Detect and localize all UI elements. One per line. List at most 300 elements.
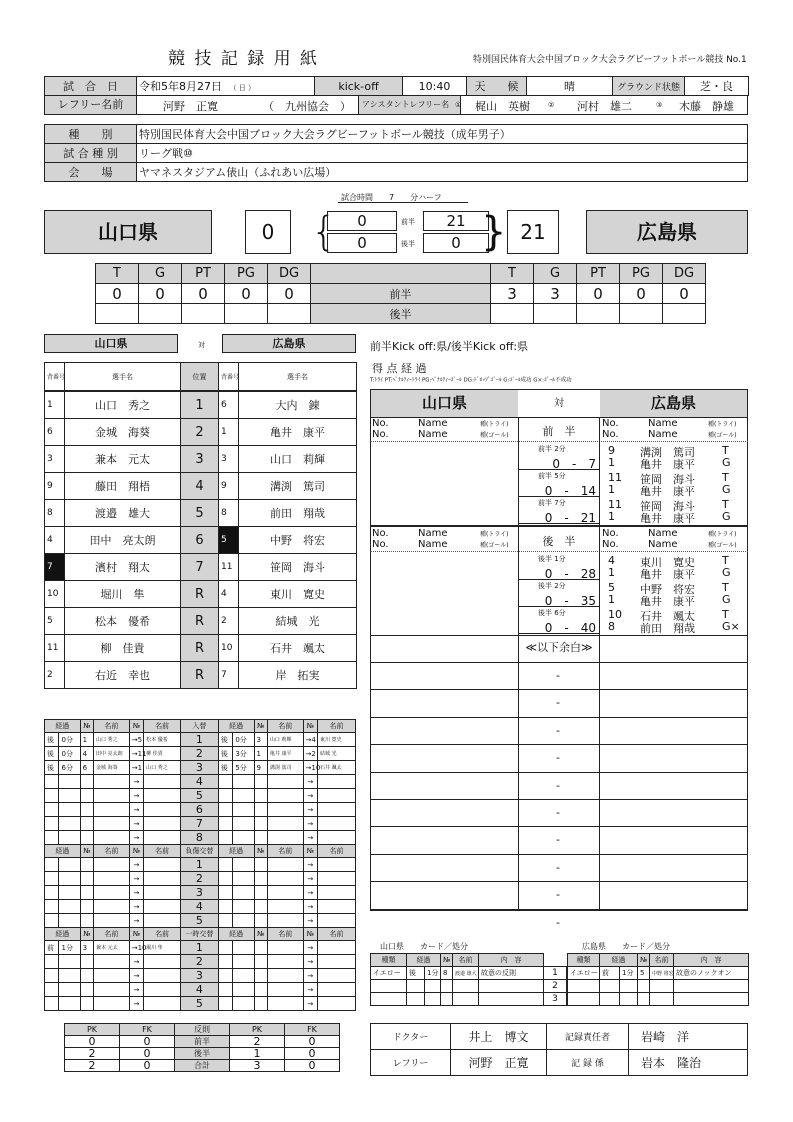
cell bbox=[80, 872, 93, 886]
cell bbox=[638, 993, 650, 1006]
sub-cell: 東川 寛史 bbox=[318, 733, 356, 747]
cell bbox=[94, 872, 130, 886]
away-player-name: 亀井 康平 bbox=[239, 419, 357, 446]
home-player-name: 松本 優希 bbox=[65, 608, 181, 635]
cell bbox=[144, 803, 181, 817]
sub-row bbox=[45, 941, 356, 955]
match-time: 試合時間 7 分ハーフ bbox=[341, 193, 442, 202]
name-label: Name bbox=[418, 429, 448, 440]
card-cell: 故意の反則 bbox=[479, 967, 544, 980]
cell bbox=[94, 858, 130, 872]
cell bbox=[218, 872, 232, 886]
no-label: No. bbox=[602, 418, 619, 429]
score-time: 後半 6分 bbox=[538, 609, 566, 617]
cell bbox=[59, 955, 80, 969]
arrow-icon: → bbox=[129, 900, 143, 914]
cell bbox=[45, 803, 59, 817]
cards-index bbox=[543, 953, 567, 1006]
slot-number: 4 bbox=[180, 900, 218, 914]
lineup-row bbox=[45, 392, 357, 419]
cell bbox=[267, 789, 303, 803]
cell bbox=[94, 775, 130, 789]
home-player-name: 堀川 隼 bbox=[65, 581, 181, 608]
sub-cell: 田中 亮太朗 bbox=[94, 747, 130, 761]
col-head: № bbox=[129, 845, 143, 858]
col-head: № bbox=[129, 720, 143, 733]
cell bbox=[233, 941, 254, 955]
home-number: 1 bbox=[45, 392, 65, 419]
col-head: FK bbox=[285, 1024, 340, 1036]
cell bbox=[318, 775, 356, 789]
away-number: 9 bbox=[219, 473, 239, 500]
cell bbox=[94, 900, 130, 914]
position: 2 bbox=[181, 419, 219, 446]
sub-cell: 堀川 隼 bbox=[144, 941, 181, 955]
away-player-name: 結城 光 bbox=[239, 608, 357, 635]
cell bbox=[45, 831, 59, 845]
sub-cell: 山口 秀之 bbox=[144, 761, 181, 775]
arrow-icon: → bbox=[129, 914, 143, 928]
cell bbox=[45, 789, 59, 803]
cell bbox=[254, 983, 267, 997]
score-time: 前半 7分 bbox=[538, 499, 566, 507]
cell bbox=[254, 858, 267, 872]
sub-cell: 山口 莉輝 bbox=[267, 733, 303, 747]
away-total: 21 bbox=[507, 210, 559, 254]
cell bbox=[218, 900, 232, 914]
rule bbox=[599, 417, 600, 911]
cell bbox=[318, 858, 356, 872]
cell bbox=[80, 775, 93, 789]
cell bbox=[94, 886, 130, 900]
home-number: 4 bbox=[45, 527, 65, 554]
try-label: 種(トライ) bbox=[708, 421, 737, 428]
cell bbox=[318, 886, 356, 900]
away-number: 4 bbox=[219, 581, 239, 608]
pk-cell: 2 bbox=[65, 1048, 120, 1060]
col-head: № bbox=[303, 720, 317, 733]
sub-cell: 4 bbox=[311, 735, 316, 744]
arrow bbox=[129, 941, 147, 955]
card-cell: 渡邉 雄大 bbox=[453, 967, 479, 980]
cell bbox=[568, 993, 600, 1006]
pk-cell: 2 bbox=[65, 1060, 120, 1072]
cell bbox=[45, 817, 59, 831]
name-label: Name bbox=[648, 539, 678, 550]
lineup-row bbox=[45, 473, 357, 500]
col-head: № bbox=[303, 928, 317, 941]
away-player-name: 前田 翔哉 bbox=[239, 500, 357, 527]
sub-cell: 1分 bbox=[59, 941, 80, 955]
arrow-icon: → bbox=[129, 803, 143, 817]
arrow-icon: → bbox=[129, 997, 143, 1011]
col-head: 名前 bbox=[144, 720, 181, 733]
goal-label: 種(ゴール) bbox=[480, 432, 509, 439]
cell bbox=[59, 886, 80, 900]
score-time: 前半 5分 bbox=[538, 472, 566, 480]
card-cell: 後 bbox=[407, 967, 425, 980]
event-table: 種 別 特別国民体育大会中国ブロック大会ラグビーフットボール競技（成年男子） 試 合 種 別 リーグ戦⑩ 会 場 ヤマネスタジアム俵山（ふれあい広場） bbox=[44, 124, 748, 182]
cell bbox=[267, 969, 303, 983]
name-label: Name bbox=[418, 528, 448, 539]
cell bbox=[233, 789, 254, 803]
arrow-icon: → bbox=[303, 789, 317, 803]
cell bbox=[233, 983, 254, 997]
away-number: 8 bbox=[219, 500, 239, 527]
cell bbox=[59, 858, 80, 872]
card-index-row bbox=[544, 979, 567, 992]
lineup-row bbox=[45, 419, 357, 446]
goal-kicker-number: 1 bbox=[608, 566, 615, 579]
rule bbox=[370, 772, 748, 773]
running-score: 0 - 21 bbox=[544, 511, 596, 525]
home-player-name: 金城 海葵 bbox=[65, 419, 181, 446]
rule bbox=[370, 441, 748, 442]
try-label: 種(トライ) bbox=[708, 531, 737, 538]
home-number: 11 bbox=[45, 635, 65, 662]
away-number: 5 bbox=[219, 527, 239, 554]
col-head: 名前 bbox=[318, 928, 356, 941]
home-number: 8 bbox=[45, 500, 65, 527]
sub-cell: 溝渕 篤司 bbox=[267, 761, 303, 775]
sub-row bbox=[45, 997, 356, 1011]
pk-row bbox=[65, 1048, 340, 1060]
empty-row-dash: - bbox=[556, 915, 560, 929]
lineup-row bbox=[45, 500, 357, 527]
sub-row bbox=[45, 969, 356, 983]
cards-home-table bbox=[370, 953, 544, 1006]
cell bbox=[94, 997, 130, 1011]
goal-kicker-name: 亀井 康平 bbox=[640, 458, 695, 471]
cell bbox=[218, 955, 232, 969]
rule bbox=[518, 469, 600, 470]
pk-row bbox=[65, 1036, 340, 1048]
slot-number: 2 bbox=[180, 747, 218, 761]
cell bbox=[674, 980, 749, 993]
sub-cell: 3 bbox=[80, 941, 93, 955]
cell bbox=[45, 886, 59, 900]
arrow-icon: → bbox=[131, 943, 138, 952]
h2-away: 0 bbox=[423, 233, 489, 253]
cell bbox=[94, 969, 130, 983]
sub-cell: 金城 海葵 bbox=[94, 761, 130, 775]
card-index: 2 bbox=[544, 979, 567, 992]
col-head: 経過 bbox=[407, 954, 441, 967]
no-label: No. bbox=[372, 528, 389, 539]
card-cell: イエロー bbox=[371, 967, 407, 980]
sub-cell: 石井 颯太 bbox=[318, 761, 356, 775]
cell bbox=[233, 803, 254, 817]
slot-number: 6 bbox=[180, 803, 218, 817]
try-scorer-name: 笹岡 海斗 bbox=[640, 500, 695, 513]
try-label: 種(トライ) bbox=[480, 421, 509, 428]
running-score: 0 - 35 bbox=[544, 594, 596, 608]
h1-home: 0 bbox=[327, 211, 397, 231]
try-scorer-number: 11 bbox=[608, 498, 622, 511]
card-index: 1 bbox=[544, 966, 567, 979]
cell bbox=[94, 789, 130, 803]
cell bbox=[144, 886, 181, 900]
arrow bbox=[129, 761, 143, 775]
card-row bbox=[568, 980, 749, 993]
no-label: No. bbox=[372, 429, 389, 440]
cell bbox=[45, 914, 59, 928]
col-head: 名前 bbox=[267, 928, 303, 941]
sub-cell: 6分 bbox=[59, 761, 80, 775]
cell bbox=[218, 831, 232, 845]
sub-row bbox=[45, 733, 356, 747]
cell bbox=[45, 775, 59, 789]
cell bbox=[318, 803, 356, 817]
score-type: G bbox=[722, 456, 731, 469]
pk-fk-table bbox=[64, 1023, 340, 1072]
home-team-box: 山口県 bbox=[44, 210, 212, 254]
cell bbox=[267, 803, 303, 817]
cell bbox=[254, 886, 267, 900]
score-type: G bbox=[722, 593, 731, 606]
col-head: № bbox=[129, 928, 143, 941]
arrow-icon: → bbox=[129, 775, 143, 789]
empty-row-dash: - bbox=[556, 778, 560, 792]
home-player-name: 濱村 翔太 bbox=[65, 554, 181, 581]
home-player-name: 柳 佳貴 bbox=[65, 635, 181, 662]
score-time: 後半 1分 bbox=[538, 555, 566, 563]
cell bbox=[600, 980, 620, 993]
cell bbox=[267, 955, 303, 969]
sub-cell: 後 bbox=[218, 733, 232, 747]
goal-kicker-number: 1 bbox=[608, 483, 615, 496]
kickoff-note: 前半Kick off:県/後半Kick off:県 bbox=[370, 340, 529, 353]
away-player-name: 笹岡 海斗 bbox=[239, 554, 357, 581]
cell bbox=[80, 789, 93, 803]
name-label: Name bbox=[648, 429, 678, 440]
goal-kicker-number: 1 bbox=[608, 510, 615, 523]
arrow bbox=[303, 733, 317, 747]
sub-row bbox=[45, 831, 356, 845]
arrow bbox=[129, 747, 147, 761]
pk-cell: 1 bbox=[230, 1048, 285, 1060]
cell bbox=[267, 831, 303, 845]
arrow-icon: → bbox=[129, 817, 143, 831]
arrow-icon: → bbox=[303, 886, 317, 900]
slot-number: 7 bbox=[180, 817, 218, 831]
cell bbox=[218, 817, 232, 831]
card-row bbox=[568, 967, 749, 980]
page-title: 競 技 記 録 用 紙 bbox=[168, 49, 320, 69]
cell bbox=[218, 886, 232, 900]
card-cell: 1分 bbox=[620, 967, 638, 980]
rule bbox=[370, 551, 748, 552]
name-label: Name bbox=[418, 418, 448, 429]
away-player-name: 溝渕 篤司 bbox=[239, 473, 357, 500]
name-label: Name bbox=[648, 418, 678, 429]
away-player-name: 中野 将宏 bbox=[239, 527, 357, 554]
score-type: G bbox=[722, 510, 731, 523]
cell bbox=[371, 980, 407, 993]
pk-cell: 0 bbox=[285, 1060, 340, 1072]
rule bbox=[518, 633, 600, 634]
col-head: № bbox=[80, 720, 93, 733]
cell bbox=[59, 900, 80, 914]
cell bbox=[144, 789, 181, 803]
home-player-name: 兼本 元太 bbox=[65, 446, 181, 473]
col-head: 名前 bbox=[94, 845, 130, 858]
card-row bbox=[371, 967, 544, 980]
pk-cell: 2 bbox=[230, 1036, 285, 1048]
card-row bbox=[371, 993, 544, 1006]
col-head: 名前 bbox=[318, 845, 356, 858]
sub-cell: 3 bbox=[254, 733, 267, 747]
cell bbox=[218, 941, 232, 955]
sub-cell: 後 bbox=[218, 747, 232, 761]
sub-cell: 5 bbox=[137, 735, 143, 744]
referee-row: レフリー名前 河野 正寛 （ 九州協会 ） アシスタントレフリー名 ① 梶山 英樹 ② 河村 雄二 ③ 木藤 静雄 bbox=[44, 95, 748, 115]
col-head: 名前 bbox=[318, 720, 356, 733]
col-head: 名前 bbox=[144, 845, 181, 858]
away-player-name: 石井 颯太 bbox=[239, 635, 357, 662]
pk-cell: 3 bbox=[230, 1060, 285, 1072]
rule bbox=[370, 854, 748, 855]
lineup-row bbox=[45, 662, 357, 689]
card-index: 3 bbox=[544, 992, 567, 1005]
arrow-icon: → bbox=[303, 775, 317, 789]
home-number: 5 bbox=[45, 608, 65, 635]
score-detail-table: T G PT PG DG T G PT PG DG 0 0 0 0 0 前半 3 3 0 0 0 後半 bbox=[95, 263, 706, 324]
scoring-grid bbox=[370, 417, 748, 929]
col-head: 名前 bbox=[144, 928, 181, 941]
away-player-name: 山口 莉輝 bbox=[239, 446, 357, 473]
lineup-row bbox=[45, 554, 357, 581]
card-cell: 前 bbox=[600, 967, 620, 980]
cell bbox=[318, 872, 356, 886]
cell bbox=[441, 980, 453, 993]
pk-header bbox=[65, 1024, 340, 1036]
sub-header bbox=[45, 845, 356, 858]
card-cell: 中野 将宏 bbox=[650, 967, 674, 980]
cell bbox=[94, 803, 130, 817]
cell bbox=[267, 886, 303, 900]
away-number: 1 bbox=[219, 419, 239, 446]
cell bbox=[59, 803, 80, 817]
pk-cell: 0 bbox=[285, 1036, 340, 1048]
sub-cell: 10 bbox=[311, 763, 321, 772]
cell bbox=[233, 831, 254, 845]
arrow-icon: → bbox=[129, 955, 143, 969]
cell bbox=[318, 831, 356, 845]
cell bbox=[80, 914, 93, 928]
position: R bbox=[181, 581, 219, 608]
score-type: G× bbox=[722, 620, 740, 633]
cell bbox=[59, 775, 80, 789]
col-head: № bbox=[80, 928, 93, 941]
slot-number: 1 bbox=[180, 733, 218, 747]
sub-cell: 後 bbox=[45, 733, 59, 747]
home-player-name: 藤田 翔梧 bbox=[65, 473, 181, 500]
away-number: 10 bbox=[219, 635, 239, 662]
cell bbox=[94, 831, 130, 845]
col-head: 経過 bbox=[45, 928, 81, 941]
arrow-icon: → bbox=[303, 997, 317, 1011]
arrow-icon: → bbox=[305, 735, 312, 744]
arrow bbox=[303, 747, 317, 761]
away-number: 11 bbox=[219, 554, 239, 581]
slot-number: 3 bbox=[180, 969, 218, 983]
card-cell: 8 bbox=[441, 967, 453, 980]
lineup-row bbox=[45, 635, 357, 662]
score-type: T bbox=[722, 444, 729, 457]
scoring-away: 広島県 bbox=[600, 390, 747, 417]
substitution-table bbox=[44, 719, 356, 1011]
slot-number: 1 bbox=[180, 858, 218, 872]
slot-number: 1 bbox=[180, 941, 218, 955]
rule bbox=[370, 826, 748, 827]
away-player-name: 岸 拓実 bbox=[239, 662, 357, 689]
sub-row bbox=[45, 747, 356, 761]
cell bbox=[233, 886, 254, 900]
cell bbox=[267, 872, 303, 886]
position: 4 bbox=[181, 473, 219, 500]
arrow-icon: → bbox=[303, 872, 317, 886]
cell bbox=[233, 969, 254, 983]
cell bbox=[318, 969, 356, 983]
rule bbox=[518, 606, 600, 607]
position: R bbox=[181, 608, 219, 635]
card-index-row bbox=[544, 966, 567, 979]
home-number: 6 bbox=[45, 419, 65, 446]
position: 7 bbox=[181, 554, 219, 581]
slot-number: 3 bbox=[180, 886, 218, 900]
empty-row-dash: - bbox=[556, 888, 560, 902]
scoring-home: 山口県 bbox=[371, 390, 518, 417]
arrow-icon: → bbox=[129, 969, 143, 983]
pk-cell: 0 bbox=[120, 1060, 175, 1072]
rule bbox=[370, 909, 748, 910]
pk-cell: 0 bbox=[285, 1048, 340, 1060]
arrow-icon: → bbox=[129, 858, 143, 872]
sub-row bbox=[45, 803, 356, 817]
sub-cell: 1 bbox=[254, 747, 267, 761]
lineup-row bbox=[45, 581, 357, 608]
try-scorer-number: 9 bbox=[608, 444, 615, 457]
arrow-icon: → bbox=[303, 831, 317, 845]
cell bbox=[80, 969, 93, 983]
cell bbox=[218, 775, 232, 789]
cell bbox=[144, 900, 181, 914]
col-head: 内 容 bbox=[479, 954, 544, 967]
away-team-box: 広島県 bbox=[586, 210, 748, 254]
try-scorer-number: 4 bbox=[608, 554, 615, 567]
no-label: No. bbox=[372, 539, 389, 550]
cell bbox=[318, 997, 356, 1011]
cell bbox=[45, 955, 59, 969]
sub-header bbox=[45, 928, 356, 941]
col-head: № bbox=[303, 845, 317, 858]
col-head: 経過 bbox=[600, 954, 638, 967]
cell bbox=[650, 980, 674, 993]
rule bbox=[518, 579, 600, 580]
arrow-icon: → bbox=[303, 955, 317, 969]
cell bbox=[267, 941, 303, 955]
goal-kicker-number: 1 bbox=[608, 456, 615, 469]
arrow-icon: → bbox=[129, 789, 143, 803]
blank-note: ≪以下余白≫ bbox=[525, 641, 593, 654]
sub-cell: 0分 bbox=[59, 747, 80, 761]
cell bbox=[479, 980, 544, 993]
home-number: 3 bbox=[45, 446, 65, 473]
cell bbox=[144, 983, 181, 997]
cell bbox=[318, 914, 356, 928]
sub-cell: 0分 bbox=[59, 733, 80, 747]
